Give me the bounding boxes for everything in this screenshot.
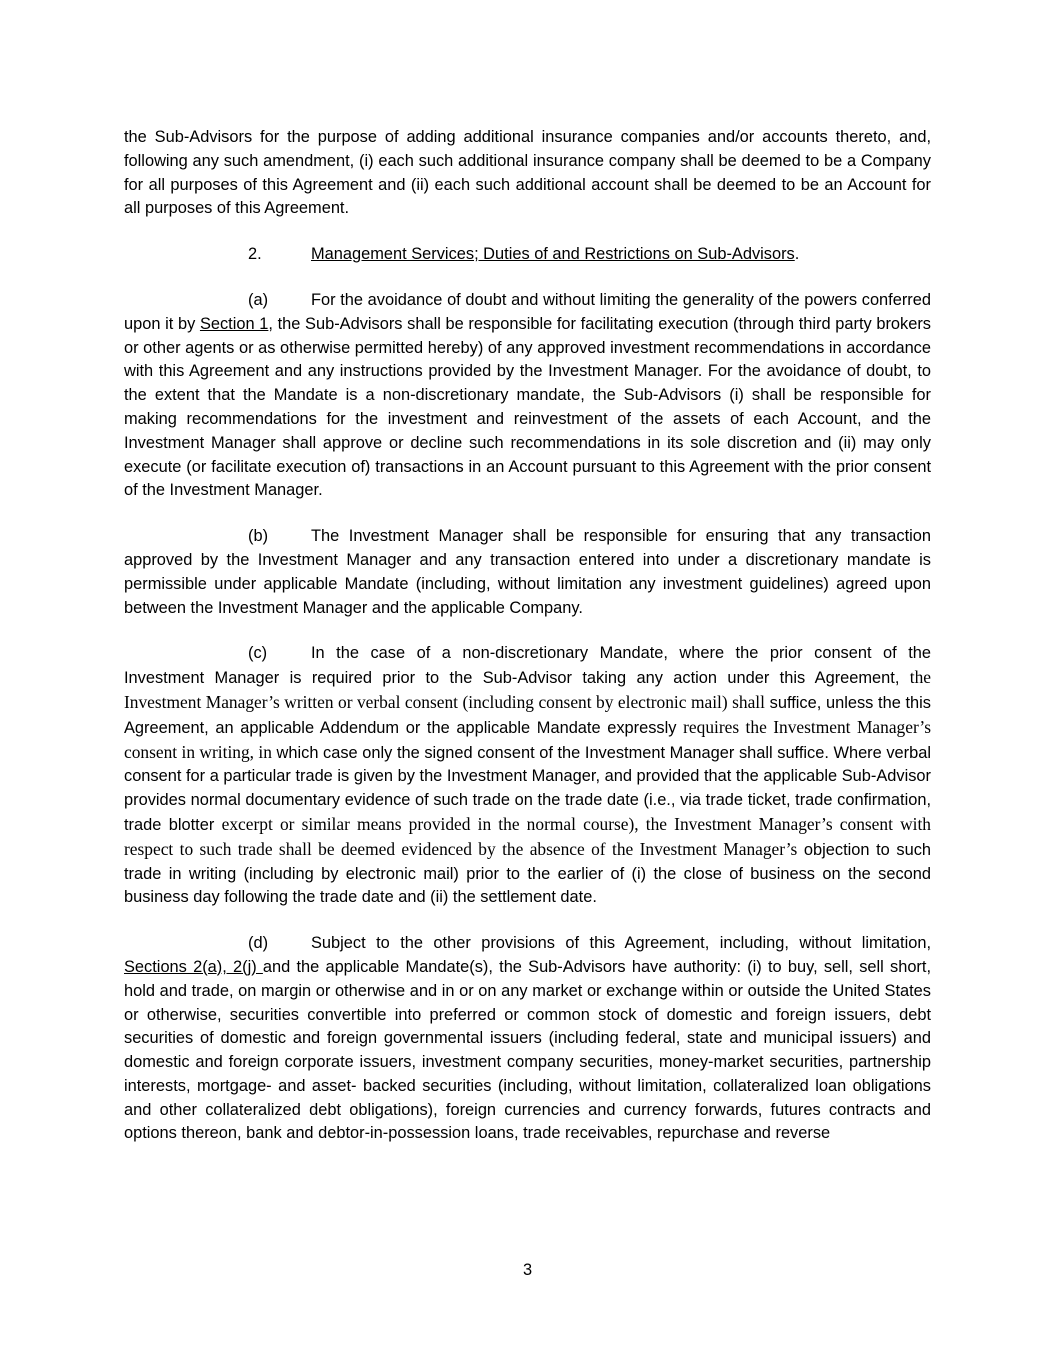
- section-2-heading: [124, 243, 931, 267]
- paragraph-c-text-1: In the case of a non-discretionary Mandate, where the prior consent of the Investment Manager is required prior to the Sub-Advisor taking any action under this Agreement,: [124, 644, 931, 688]
- paragraph-b-label: (b): [248, 527, 269, 546]
- paragraph-d-text-1: Subject to the other provisions of this Agreement, including, without limitation,: [311, 934, 931, 953]
- paragraph-c-text-7: objection to such trade in writing (including by electronic mail) prior to the earlier of (i) the close of business on the second business day following the trade date and (ii) the settlement date.: [124, 840, 931, 907]
- paragraph-d-label: (d): [248, 934, 269, 953]
- section-2-title: Management Services; Duties of and Restrictions on Sub-Advisors: [311, 245, 795, 264]
- paragraph-c-text-3: suffice, unless the this Agreement, an applicable Addendum or the applicable Mandate expressly: [124, 693, 931, 737]
- section-1-reference: Section 1: [199, 314, 269, 333]
- paragraph-a-label: (a): [248, 290, 269, 309]
- document-page: [124, 126, 931, 1146]
- paragraph-c-label: (c): [248, 644, 268, 663]
- section-2-title-period: .: [794, 245, 800, 264]
- intro-text: the Sub-Advisors for the purpose of adding additional insurance companies and/or accounts thereto, and, following any such amendment, (i) each such additional insurance company shall be deemed to be a Company for all purposes of this Agreement and (ii) each such additional account shall be deemed to be an Account for all purposes of this Agreement.: [124, 128, 931, 218]
- paragraph-c-text-5: which case only the signed consent of the Investment Manager shall suffice. Where verbal consent for a particular trade is given by the Investment Manager, and provided that the applicable Sub-Advisor provides normal documentary evidence of such trade on the trade date (i.e., via trade ticket, trade confirmation, trade blotter: [124, 743, 931, 834]
- paragraph-c-text-2: the Investment Manager’s written or verbal consent (including consent by electronic mail) shall: [124, 667, 931, 712]
- paragraph-c: [124, 642, 931, 910]
- intro-paragraph: [124, 126, 931, 221]
- paragraph-b: [124, 525, 931, 620]
- section-2-number: 2.: [248, 245, 262, 264]
- paragraph-a: [124, 289, 931, 503]
- paragraph-c-text-6: excerpt or similar means provided in the normal course), the Investment Manager’s consent with respect to such trade shall be deemed evidenced by the absence of the Investment Manager’s: [124, 813, 931, 859]
- paragraph-d: [124, 932, 931, 1146]
- paragraph-a-text-1: For the avoidance of doubt and without limiting the generality of the powers conferred upon it by: [124, 290, 931, 333]
- paragraph-d-text-2: and the applicable Mandate(s), the Sub-Advisors have authority: (i) to buy, sell, sell short, hold and trade, on margin or otherwise and in or on any market or exchange within or outside the United States or otherwise, securities convertible into preferred or common stock of domestic and foreign issuers, debt securities of domestic and foreign governmental issuers (including federal, state and municipal issuers) and domestic and foreign corporate issuers, investment company securities, money-market securities, partnership interests, mortgage- and asset- backed securities (including, without limitation, collateralized loan obligations and other collateralized debt obligations), foreign currencies and currency forwards, futures contracts and options thereon, bank and debtor-in-possession loans, trade receivables, repurchase and reverse: [124, 957, 932, 1143]
- paragraph-a-text-2: , the Sub-Advisors shall be responsible for facilitating execution (through third party brokers or other agents or as otherwise permitted hereby) of any approved investment recommendations in accordance with this Agreement and any instructions provided by the Investment Manager. For the avoidance of doubt, to the extent that the Mandate is a non-discretionary mandate, the Sub-Advisors (i) shall be responsible for making recommendations for the investment and reinvestment of the assets of each Account, and the Investment Manager shall approve or decline such recommendations in its sole discretion and (ii) may only execute (or facilitate execution of) transactions in an Account pursuant to this Agreement with the prior consent of the Investment Manager.: [124, 314, 932, 500]
- paragraph-c-text-4: requires the Investment Manager’s consent in writing, in: [124, 716, 931, 762]
- sections-2a-2j-reference: Sections 2(a), 2(j): [124, 957, 263, 976]
- page-number: 3: [522, 1261, 533, 1279]
- paragraph-b-text: The Investment Manager shall be responsible for ensuring that any transaction approved by the Investment Manager and any transaction entered into under a discretionary mandate is permissible under applicable Mandate (including, without limitation any investment guidelines) agreed upon between the Investment Manager and the applicable Company.: [124, 527, 931, 617]
